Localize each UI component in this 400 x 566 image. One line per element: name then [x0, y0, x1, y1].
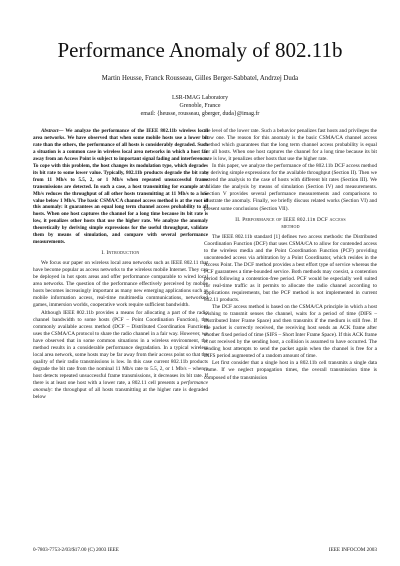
paper-title: Performance Anomaly of 802.11b [57, 38, 343, 62]
intro-paragraph-2: Although IEEE 802.11b provides a means for allocating a part of the radio channel bandwidth to some hosts (PCF – Point Coordination Function), the commonly available access method (DCF – Distributed Coordination Function) uses the CSMA/CA protocol to share the radio channel in a fair way. However, we have observed that in some common situations in a wireless environment, the method results in a considerable performance degradation. In a typical wireless local area network, some hosts may be far away from their access point so that the quality of their radio transmissions is low. In this case current 802.11b products degrade the bit rate from the nominal 11 Mb/s rate to 5.5, 2, or 1 Mb/s – when a host detects repeated unsuccessful frame transmissions, it decreases its bit rate. If there is at least one host with a lower rate, a 802.11 cell presents a performance anomaly: the throughput of all hosts transmitting at the higher rate is degraded below [33, 309, 208, 401]
right-column [204, 128, 377, 382]
dcf-paragraph-3: Let first consider that a single host in a 802.11b cell transmits a single data frame. If we neglect propagation times, the overall transmission time is composed of the transmission [204, 360, 377, 381]
footer-copyright: 0-7803-7753-2/03/$17.00 (C) 2003 IEEE [33, 547, 119, 553]
author-list: Martin Heusse, Franck Rousseau, Gilles Berger-Sabbatel, Andrzej Duda [101, 75, 299, 82]
section-heading-introduction: I. Introduction [101, 250, 140, 257]
abstract-text: — We analyze the performance of the IEEE 802.11b wireless local area networks. We have observed that when some mobile hosts use a lower bit rate than the others, the performance of all hosts is considerably degraded. Such a situation is a common case in wireless local area networks in which a host far away from an Access Point is subject to important signal fading and interference. To cope with this problem, the host changes its modulation type, which degrades its bit rate to some lower value. Typically, 802.11b products degrade the bit rate from 11 Mb/s to 5.5, 2, or 1 Mb/s when repeated unsuccessful frame transmissions are detected. In such a case, a host transmitting for example at 1 Mb/s reduces the throughput of all other hosts transmitting at 11 Mb/s to a low value below 1 Mb/s. The basic CSMA/CA channel access method is at the root of this anomaly: it guarantees an equal long term channel access probability to all hosts. When one host captures the channel for a long time because its bit rate is low, it penalizes other hosts that use the higher rate. We analyze the anomaly theoretically by deriving simple expressions for the useful throughput, validate them by means of simulation, and compare with several performance measurements. [33, 128, 208, 246]
abstract [33, 128, 208, 246]
emphasis-performance-anomaly: performance anomaly [33, 380, 208, 394]
right-paragraph-continued: the level of the lower rate. Such a behavior penalizes fast hosts and privileges the slow one. The reason for this anomaly is the basic CSMA/CA channel access method which guarantees that the long term channel access probability is equal for all hosts. When one host captures the channel for a long time because its bit rate is low, it penalizes other hosts that use the higher rate. [204, 128, 377, 163]
dcf-paragraph-1: The IEEE 802.11b standard [1] defines two access methods: the Distributed Coordination Function (DCF) that uses CSMA/CA to allow for contended access to the wireless media and the Point Coordination Function (PCF) providing uncontended access via arbitration by a Point Coordinator, which resides in the Access Point. The DCF method provides a best effort type of service whereas the PCF guarantees a time-bounded service. Both methods may coexist, a contention period following a contention-free period. PCF would be especially well suited for real-time traffic as it permits to allocate the radio channel according to applications requirements, but the PCF method is not implemented in current 802.11 products. [204, 233, 377, 303]
affiliation-lab: LSR-IMAG Laboratory [171, 95, 229, 101]
affiliation-block [0, 94, 400, 118]
abstract-lead: Abstract [41, 128, 59, 134]
footer-conference: IEEE INFOCOM 2003 [328, 547, 377, 553]
left-column [33, 128, 208, 401]
affiliation-email: email: {heusse, rousseau, gberger, duda}@imag.fr [140, 111, 260, 117]
right-paragraph-outline: In this paper, we analyze the performance of the 802.11b DCF access method by deriving simple expressions for the available throughput (Section II). Then we extend the analysis to the case of hosts with different bit rates (Section III). We validate the analysis by means of simulation (Section IV) and measurements. Section V provides several performance measurements and comparisons to illustrate the anomaly. Finally, we briefly discuss related works (Section VI) and present some conclusions (Section VII). [204, 163, 377, 212]
affiliation-city: Grenoble, France [179, 103, 221, 109]
section-heading-dcf: II. Performance of IEEE 802.11b DCF access method [235, 216, 346, 230]
intro-paragraph-1: We focus our paper on wireless local area networks such as IEEE 802.11 that have become popular as access networks to the wireless mobile Internet. They can be deployed in hot spots areas and offer performance comparable to wired local area networks. The question of the performance effectively perceived by mobile hosts becomes increasingly important as many new emerging applications such as mobile information access, real-time multimedia communications, networked games, immersion worlds, cooperative work require sufficient bandwidth. [33, 260, 208, 309]
dcf-paragraph-2: The DCF access method is based on the CSMA/CA principle in which a host wishing to transmit senses the channel, waits for a period of time (DIFS – Distributed Inter Frame Space) and then transmits if the medium is still free. If the packet is correctly received, the receiving host sends an ACK frame after another fixed period of time (SIFS – Short Inter Frame Space). If this ACK frame is not received by the sending host, a collision is assumed to have occurred. The sending host attempts to send the packet again when the channel is free for a DIFS period augmented of a random amount of time. [204, 304, 377, 360]
